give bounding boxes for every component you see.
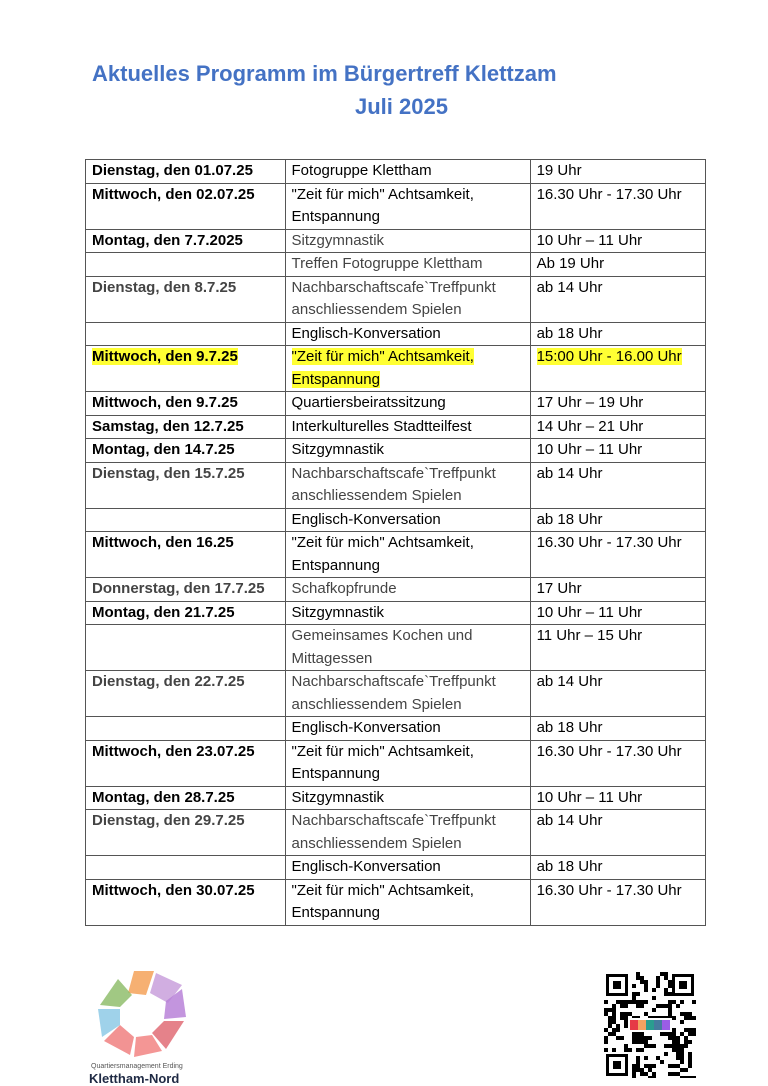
row-date bbox=[86, 160, 286, 184]
program-row bbox=[86, 856, 706, 880]
row-date-text: Dienstag, den 22.7.25 bbox=[92, 673, 245, 690]
row-event-text: Quartiersbeiratssitzung bbox=[291, 394, 446, 411]
row-time bbox=[530, 856, 705, 880]
row-time-text: 11 Uhr – 15 Uhr bbox=[536, 627, 643, 644]
row-date bbox=[86, 671, 286, 717]
row-event-text: Nachbarschaftscafe`Treffpunkt anschliessendem Spielen bbox=[291, 278, 496, 318]
qr-code-icon bbox=[604, 972, 696, 1078]
program-row bbox=[86, 879, 706, 925]
row-date-text: Samstag, den 12.7.25 bbox=[92, 417, 244, 435]
row-time-text: 10 Uhr – 11 Uhr bbox=[536, 788, 643, 806]
row-event-text: Nachbarschaftscafe`Treffpunkt anschliessendem Spielen bbox=[291, 464, 496, 504]
row-date-text: Montag, den 14.7.25 bbox=[92, 441, 235, 458]
row-event bbox=[285, 276, 530, 322]
row-event-text: Sitzgymnastik bbox=[291, 788, 385, 806]
row-time bbox=[530, 578, 705, 602]
row-time bbox=[530, 160, 705, 184]
row-event bbox=[285, 439, 530, 463]
row-date bbox=[86, 717, 286, 741]
page-title: Aktuelles Programm im Bürgertreff Klettzam bbox=[92, 61, 557, 86]
row-event bbox=[285, 462, 530, 508]
row-event-text: "Zeit für mich" Achtsamkeit, Entspannung bbox=[291, 348, 474, 388]
row-time bbox=[530, 717, 705, 741]
row-time bbox=[530, 625, 705, 671]
row-date bbox=[86, 601, 286, 625]
row-event bbox=[285, 253, 530, 277]
row-time bbox=[530, 346, 705, 392]
logo-name: Klettham-Nord bbox=[89, 1071, 180, 1086]
row-event bbox=[285, 601, 530, 625]
program-row bbox=[86, 392, 706, 416]
row-event-text: Gemeinsames Kochen und Mittagessen bbox=[291, 627, 473, 667]
row-date-text: Mittwoch, den 16.25 bbox=[92, 534, 234, 551]
program-row bbox=[86, 346, 706, 392]
row-time-text: Ab 19 Uhr bbox=[536, 255, 605, 272]
row-date bbox=[86, 625, 286, 671]
program-table-body bbox=[86, 160, 706, 926]
row-time bbox=[530, 462, 705, 508]
row-date bbox=[86, 532, 286, 578]
row-event-text: Englisch-Konversation bbox=[291, 510, 441, 528]
program-row bbox=[86, 439, 706, 463]
program-row bbox=[86, 786, 706, 810]
row-date-text: Montag, den 28.7.25 bbox=[92, 788, 235, 806]
row-date-text: Dienstag, den 15.7.25 bbox=[92, 464, 245, 482]
row-date bbox=[86, 856, 286, 880]
row-time-text: ab 18 Uhr bbox=[536, 858, 603, 875]
row-event-text: Sitzgymnastik bbox=[291, 603, 385, 621]
row-time-text: ab 18 Uhr bbox=[536, 719, 603, 736]
row-time bbox=[530, 810, 705, 856]
row-event-text: "Zeit für mich" Achtsamkeit, Entspannung bbox=[291, 881, 474, 921]
row-time-text: ab 14 Uhr bbox=[536, 812, 603, 829]
row-time bbox=[530, 601, 705, 625]
row-event bbox=[285, 810, 530, 856]
row-event-text: Englisch-Konversation bbox=[291, 719, 441, 736]
row-event-text: "Zeit für mich" Achtsamkeit, Entspannung bbox=[291, 185, 474, 225]
row-date-text: Mittwoch, den 9.7.25 bbox=[92, 394, 238, 411]
row-time bbox=[530, 253, 705, 277]
program-row bbox=[86, 462, 706, 508]
program-row bbox=[86, 578, 706, 602]
row-time bbox=[530, 392, 705, 416]
row-date bbox=[86, 810, 286, 856]
row-date bbox=[86, 322, 286, 346]
row-time-text: 16.30 Uhr - 17.30 Uhr bbox=[536, 185, 682, 203]
row-time-text: 14 Uhr – 21 Uhr bbox=[536, 417, 644, 435]
row-date bbox=[86, 578, 286, 602]
program-row bbox=[86, 810, 706, 856]
program-row bbox=[86, 276, 706, 322]
row-date bbox=[86, 229, 286, 253]
row-event-text: Interkulturelles Stadtteilfest bbox=[291, 417, 472, 435]
row-date bbox=[86, 183, 286, 229]
program-row bbox=[86, 183, 706, 229]
row-time bbox=[530, 786, 705, 810]
row-time-text: 16.30 Uhr - 17.30 Uhr bbox=[536, 742, 682, 760]
row-date bbox=[86, 415, 286, 439]
row-time-text: ab 14 Uhr bbox=[536, 673, 603, 690]
row-time bbox=[530, 532, 705, 578]
row-date bbox=[86, 392, 286, 416]
row-time-text: 17 Uhr – 19 Uhr bbox=[536, 394, 644, 411]
row-event-text: Schafkopfrunde bbox=[291, 580, 397, 597]
row-time bbox=[530, 508, 705, 532]
program-row bbox=[86, 625, 706, 671]
row-date bbox=[86, 786, 286, 810]
program-row bbox=[86, 253, 706, 277]
row-time bbox=[530, 740, 705, 786]
row-time-text: 17 Uhr bbox=[536, 580, 582, 597]
row-time-text: ab 14 Uhr bbox=[536, 464, 603, 482]
row-event-text: Nachbarschaftscafe`Treffpunkt anschliessendem Spielen bbox=[291, 673, 496, 713]
program-row bbox=[86, 740, 706, 786]
row-date-text: Montag, den 7.7.2025 bbox=[92, 231, 243, 249]
row-event bbox=[285, 160, 530, 184]
row-event bbox=[285, 740, 530, 786]
row-time-text: 10 Uhr – 11 Uhr bbox=[536, 603, 643, 621]
row-date-text: Dienstag, den 01.07.25 bbox=[92, 162, 253, 179]
row-event-text: Sitzgymnastik bbox=[291, 231, 385, 249]
program-row bbox=[86, 415, 706, 439]
row-event-text: "Zeit für mich" Achtsamkeit, Entspannung bbox=[291, 534, 474, 574]
row-event bbox=[285, 856, 530, 880]
row-event bbox=[285, 183, 530, 229]
row-time bbox=[530, 439, 705, 463]
row-event bbox=[285, 578, 530, 602]
logo-caption: Quartiersmanagement Erding bbox=[91, 1063, 183, 1070]
row-event bbox=[285, 392, 530, 416]
row-event bbox=[285, 717, 530, 741]
row-date-text: Dienstag, den 29.7.25 bbox=[92, 812, 245, 829]
program-table bbox=[85, 159, 706, 926]
row-event-text: Sitzgymnastik bbox=[291, 441, 385, 458]
program-row bbox=[86, 160, 706, 184]
row-event bbox=[285, 786, 530, 810]
row-date-text: Dienstag, den 8.7.25 bbox=[92, 278, 237, 296]
row-time-text: 19 Uhr bbox=[536, 162, 582, 179]
row-date-text: Mittwoch, den 9.7.25 bbox=[92, 348, 238, 365]
page-subtitle: Juli 2025 bbox=[355, 94, 448, 119]
row-time bbox=[530, 879, 705, 925]
row-time bbox=[530, 671, 705, 717]
program-row bbox=[86, 717, 706, 741]
row-time bbox=[530, 276, 705, 322]
row-time-text: 16.30 Uhr - 17.30 Uhr bbox=[536, 534, 682, 551]
program-row bbox=[86, 229, 706, 253]
row-date-text: Mittwoch, den 02.07.25 bbox=[92, 185, 255, 203]
row-date-text: Montag, den 21.7.25 bbox=[92, 603, 235, 621]
row-date bbox=[86, 879, 286, 925]
row-date bbox=[86, 740, 286, 786]
row-time-text: ab 18 Uhr bbox=[536, 510, 603, 528]
row-event bbox=[285, 879, 530, 925]
row-event-text: Englisch-Konversation bbox=[291, 858, 441, 875]
row-time-text: 15:00 Uhr - 16.00 Uhr bbox=[536, 348, 682, 365]
row-date-text: Donnerstag, den 17.7.25 bbox=[92, 580, 265, 597]
row-event-text: Nachbarschaftscafe`Treffpunkt anschliessendem Spielen bbox=[291, 812, 496, 852]
row-event bbox=[285, 415, 530, 439]
row-time bbox=[530, 183, 705, 229]
row-date bbox=[86, 346, 286, 392]
row-event bbox=[285, 346, 530, 392]
row-event bbox=[285, 671, 530, 717]
row-time-text: ab 18 Uhr bbox=[536, 324, 603, 342]
row-time-text: 10 Uhr – 11 Uhr bbox=[536, 441, 643, 458]
program-row bbox=[86, 671, 706, 717]
row-date bbox=[86, 462, 286, 508]
row-event bbox=[285, 532, 530, 578]
row-date bbox=[86, 508, 286, 532]
program-row bbox=[86, 322, 706, 346]
row-date bbox=[86, 253, 286, 277]
row-date-text: Mittwoch, den 23.07.25 bbox=[92, 742, 255, 760]
program-row bbox=[86, 532, 706, 578]
row-time-text: ab 14 Uhr bbox=[536, 278, 603, 296]
program-row bbox=[86, 508, 706, 532]
row-event-text: "Zeit für mich" Achtsamkeit, Entspannung bbox=[291, 742, 474, 782]
row-event-text: Fotogruppe Klettham bbox=[291, 162, 432, 179]
row-time-text: 16.30 Uhr - 17.30 Uhr bbox=[536, 881, 682, 899]
row-time bbox=[530, 415, 705, 439]
row-date-text: Mittwoch, den 30.07.25 bbox=[92, 881, 255, 899]
row-event-text: Treffen Fotogruppe Klettham bbox=[291, 255, 483, 272]
row-time bbox=[530, 229, 705, 253]
program-row bbox=[86, 601, 706, 625]
row-date bbox=[86, 276, 286, 322]
row-event bbox=[285, 508, 530, 532]
row-time-text: 10 Uhr – 11 Uhr bbox=[536, 231, 643, 249]
row-date bbox=[86, 439, 286, 463]
row-event-text: Englisch-Konversation bbox=[291, 324, 441, 342]
row-event bbox=[285, 229, 530, 253]
row-event bbox=[285, 625, 530, 671]
row-event bbox=[285, 322, 530, 346]
row-time bbox=[530, 322, 705, 346]
